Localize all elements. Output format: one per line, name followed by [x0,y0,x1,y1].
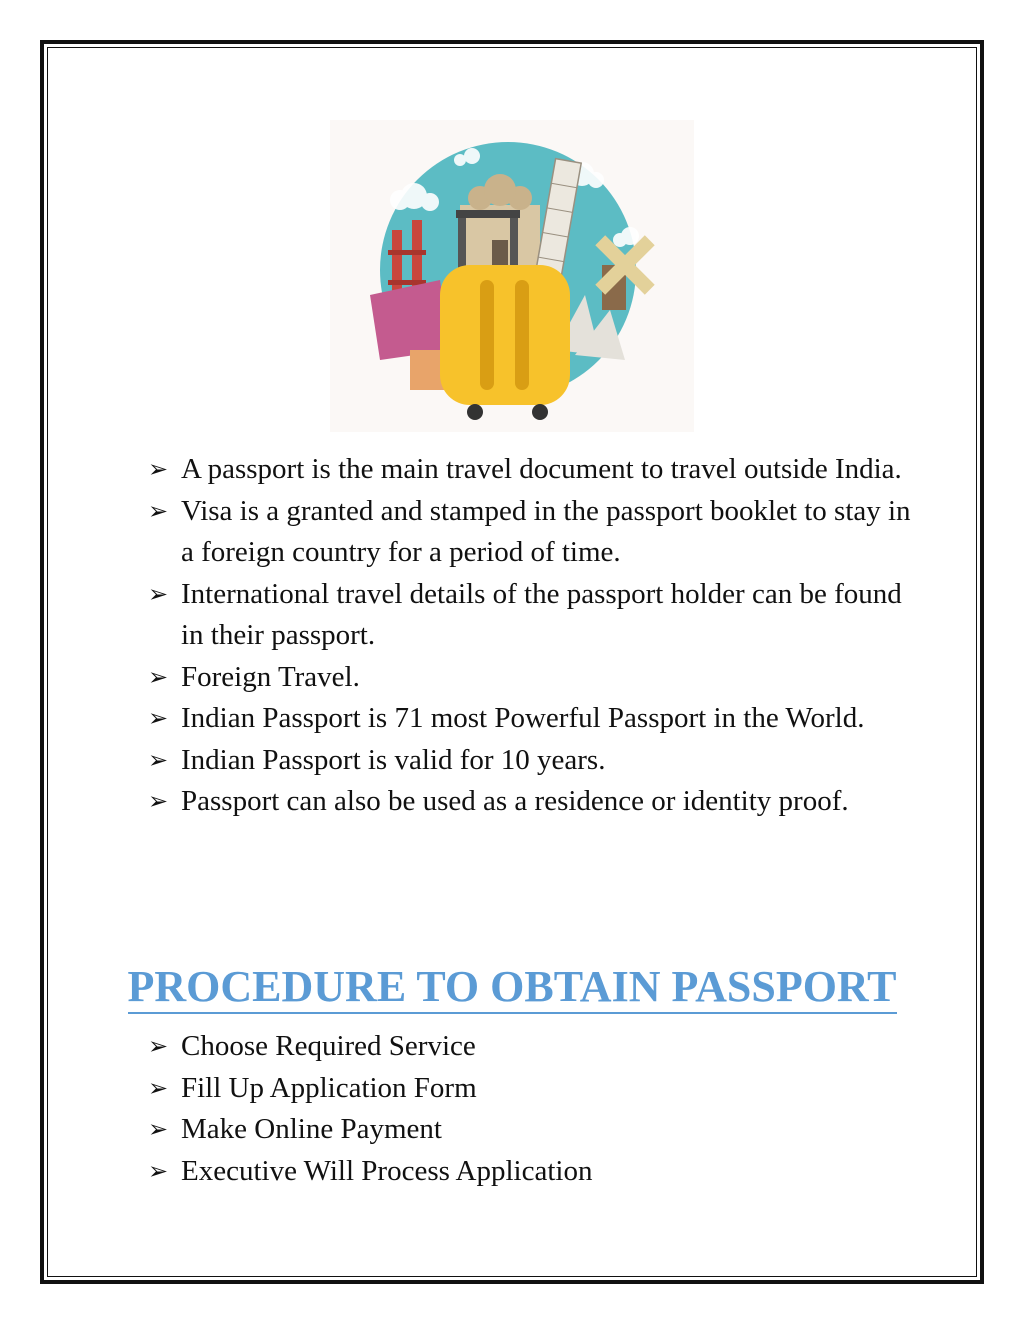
list-item [148,1109,928,1151]
list-item [148,698,928,740]
fact-text: A passport is the main travel document to travel outside India. [181,453,902,485]
list-item [148,449,928,491]
arrow-bullet-icon: ➢ [148,662,169,691]
arrow-bullet-icon: ➢ [148,1156,169,1185]
procedure-heading-text: PROCEDURE TO OBTAIN PASSPORT [128,962,897,1014]
arrow-bullet-icon: ➢ [148,1073,169,1102]
fact-text: Indian Passport is 71 most Powerful Passport in the World. [181,702,865,734]
list-item [148,1151,928,1193]
step-text: Choose Required Service [181,1030,476,1062]
procedure-heading [0,962,1024,1012]
step-text: Fill Up Application Form [181,1071,477,1104]
list-item [148,574,928,657]
list-item [148,1026,928,1068]
list-item [148,657,928,699]
arrow-bullet-icon: ➢ [148,1032,169,1060]
arrow-bullet-icon: ➢ [148,455,169,483]
step-text: Make Online Payment [181,1113,442,1145]
arrow-bullet-icon: ➢ [148,1115,169,1143]
arrow-bullet-icon: ➢ [148,496,169,525]
arrow-bullet-icon: ➢ [148,745,169,774]
list-item [148,491,928,574]
fact-text: Indian Passport is valid for 10 years. [181,743,606,776]
fact-text: Visa is a granted and stamped in the passport booklet to stay in a foreign country for a period of time. [181,494,911,568]
fact-text: Foreign Travel. [181,660,360,693]
step-text: Executive Will Process Application [181,1154,593,1187]
arrow-bullet-icon: ➢ [148,704,169,732]
fact-text: Passport can also be used as a residence or identity proof. [181,785,849,817]
list-item [148,1068,928,1110]
fact-text: International travel details of the passport holder can be found in their passport. [181,577,902,651]
list-item [148,740,928,782]
travel-illustration [330,120,694,432]
list-item [148,781,928,823]
arrow-bullet-icon: ➢ [148,579,169,608]
procedure-steps-list [148,1026,928,1192]
facts-list [148,449,928,823]
arrow-bullet-icon: ➢ [148,787,169,815]
